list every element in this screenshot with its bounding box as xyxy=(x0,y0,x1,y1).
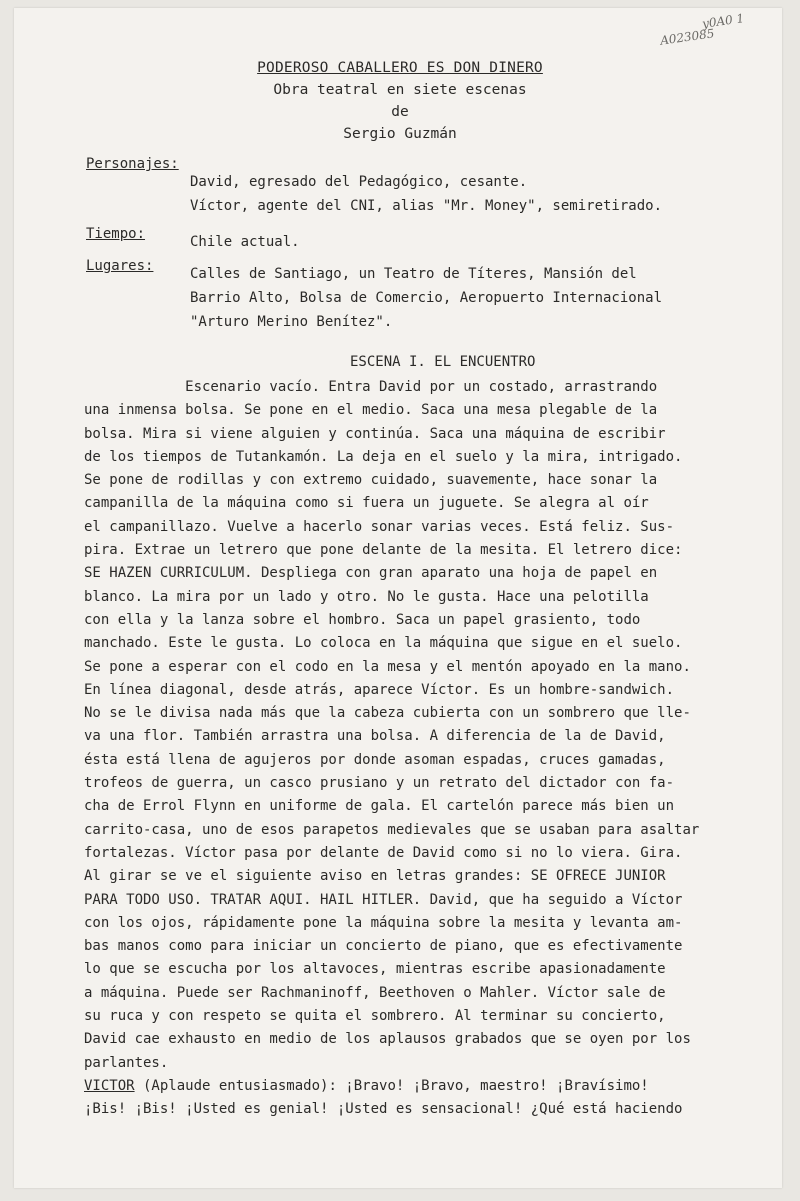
scene-text-line: Al girar se ve el siguiente aviso en letras grandes: SE OFRECE JUNIOR xyxy=(84,868,666,885)
scene-text-line: de los tiempos de Tutankamón. La deja en el suelo y la mira, intrigado. xyxy=(84,448,683,465)
scene-text-line: fortalezas. Víctor pasa por delante de David como si no lo viera. Gira. xyxy=(84,844,683,861)
lugares-list xyxy=(190,262,662,334)
tiempo-label: Tiempo: xyxy=(86,226,146,242)
archive-stamp-number: A023085 xyxy=(659,26,716,48)
scene-text-line: campanilla de la máquina como si fuera un juguete. Se alegra al oír xyxy=(84,495,649,512)
place-line: Barrio Alto, Bolsa de Comercio, Aeropuerto Internacional xyxy=(190,290,663,306)
speaker-name: VICTOR xyxy=(84,1077,135,1094)
scene-text-line: parlantes. xyxy=(84,1054,169,1071)
scene-text-line: bas manos como para iniciar un concierto de piano, que es efectivamente xyxy=(84,938,683,955)
author-name: Sergio Guzmán xyxy=(343,126,457,142)
personajes-label: Personajes: xyxy=(86,156,179,172)
scene-text-line: Escenario vacío. Entra David por un costado, arrastrando xyxy=(84,379,658,395)
scene-text-line: el campanillazo. Vuelve a hacerlo sonar varias veces. Está feliz. Sus- xyxy=(84,518,675,535)
character-line: Víctor, agente del CNI, alias "Mr. Money", semiretirado. xyxy=(190,198,663,214)
scene-text-line: con los ojos, rápidamente pone la máquina sobre la mesita y levanta am- xyxy=(84,914,683,931)
scene-text-line: manchado. Este le gusta. Lo coloca en la máquina que sigue en el suelo. xyxy=(84,635,683,652)
scene-text-line: con ella y la lanza sobre el hombro. Saca un papel grasiento, todo xyxy=(84,611,641,628)
scene-text-line: va una flor. También arrastra una bolsa. A diferencia de la de David, xyxy=(84,728,666,745)
scene-text-line: Se pone de rodillas y con extremo cuidado, suavemente, hace sonar la xyxy=(84,472,658,489)
scene-text-line: pira. Extrae un letrero que pone delante de la mesita. El letrero dice: xyxy=(84,542,683,559)
scene-text-line: a máquina. Puede ser Rachmaninoff, Beethoven o Mahler. Víctor sale de xyxy=(84,984,666,1001)
scene-body xyxy=(84,376,699,1122)
tiempo-text xyxy=(190,230,300,254)
lugares-label: Lugares: xyxy=(86,258,154,274)
scene-text-line: su ruca y con respeto se quita el sombrero. Al terminar su concierto, xyxy=(84,1008,666,1025)
byline-de: de xyxy=(391,104,409,120)
scene-text-line: En línea diagonal, desde atrás, aparece Víctor. Es un hombre-sandwich. xyxy=(84,681,675,698)
archive-stamp-code: y0A0 1 xyxy=(701,11,745,31)
scene-text-line: PARA TODO USO. TRATAR AQUI. HAIL HITLER. David, que ha seguido a Víctor xyxy=(84,891,683,908)
scene-text-line: Se pone a esperar con el codo en la mesa y el mentón apoyado en la mano. xyxy=(84,658,691,675)
scene-text-line: blanco. La mira por un lado y otro. No le gusta. Hace una pelotilla xyxy=(84,588,649,605)
scene-text-line: SE HAZEN CURRICULUM. Despliega con gran aparato una hoja de papel en xyxy=(84,565,658,582)
scene-text-line: cha de Errol Flynn en uniforme de gala. El cartelón parece más bien un xyxy=(84,798,675,815)
dialogue-line xyxy=(84,1075,699,1098)
scene-text-line: lo que se escucha por los altavoces, mientras escribe apasionadamente xyxy=(84,961,666,978)
dialogue-line: ¡Bis! ¡Bis! ¡Usted es genial! ¡Usted es sensacional! ¿Qué está haciendo xyxy=(84,1101,683,1118)
place-line: "Arturo Merino Benítez". xyxy=(190,314,393,330)
dialogue-text: (Aplaude entusiasmado): ¡Bravo! ¡Bravo, maestro! ¡Bravísimo! xyxy=(134,1077,649,1094)
scene-text-line: No se le divisa nada más que la cabeza cubierta con un sombrero que lle- xyxy=(84,705,691,722)
personajes-list xyxy=(190,170,662,218)
place-line: Calles de Santiago, un Teatro de Títeres, Mansión del xyxy=(190,266,637,282)
character-line: David, egresado del Pedagógico, cesante. xyxy=(190,174,528,190)
play-title: PODEROSO CABALLERO ES DON DINERO xyxy=(257,60,543,76)
scene-text-line: bolsa. Mira si viene alguien y continúa. Saca una máquina de escribir xyxy=(84,425,666,442)
scene-title: ESCENA I. EL ENCUENTRO xyxy=(350,354,536,370)
scene-text-line: una inmensa bolsa. Se pone en el medio. Saca una mesa plegable de la xyxy=(84,402,658,419)
title-block xyxy=(0,60,800,142)
tiempo-line: Chile actual. xyxy=(190,234,300,250)
scene-text-line: carrito-casa, uno de esos parapetos medievales que se usaban para asaltar xyxy=(84,821,700,838)
scene-text-line: David cae exhausto en medio de los aplausos grabados que se oyen por los xyxy=(84,1031,691,1048)
play-subtitle: Obra teatral en siete escenas xyxy=(273,82,527,98)
scene-text-line: ésta está llena de agujeros por donde asoman espadas, cruces gamadas, xyxy=(84,751,666,768)
scene-text-line: trofeos de guerra, un casco prusiano y un retrato del dictador con fa- xyxy=(84,775,675,792)
